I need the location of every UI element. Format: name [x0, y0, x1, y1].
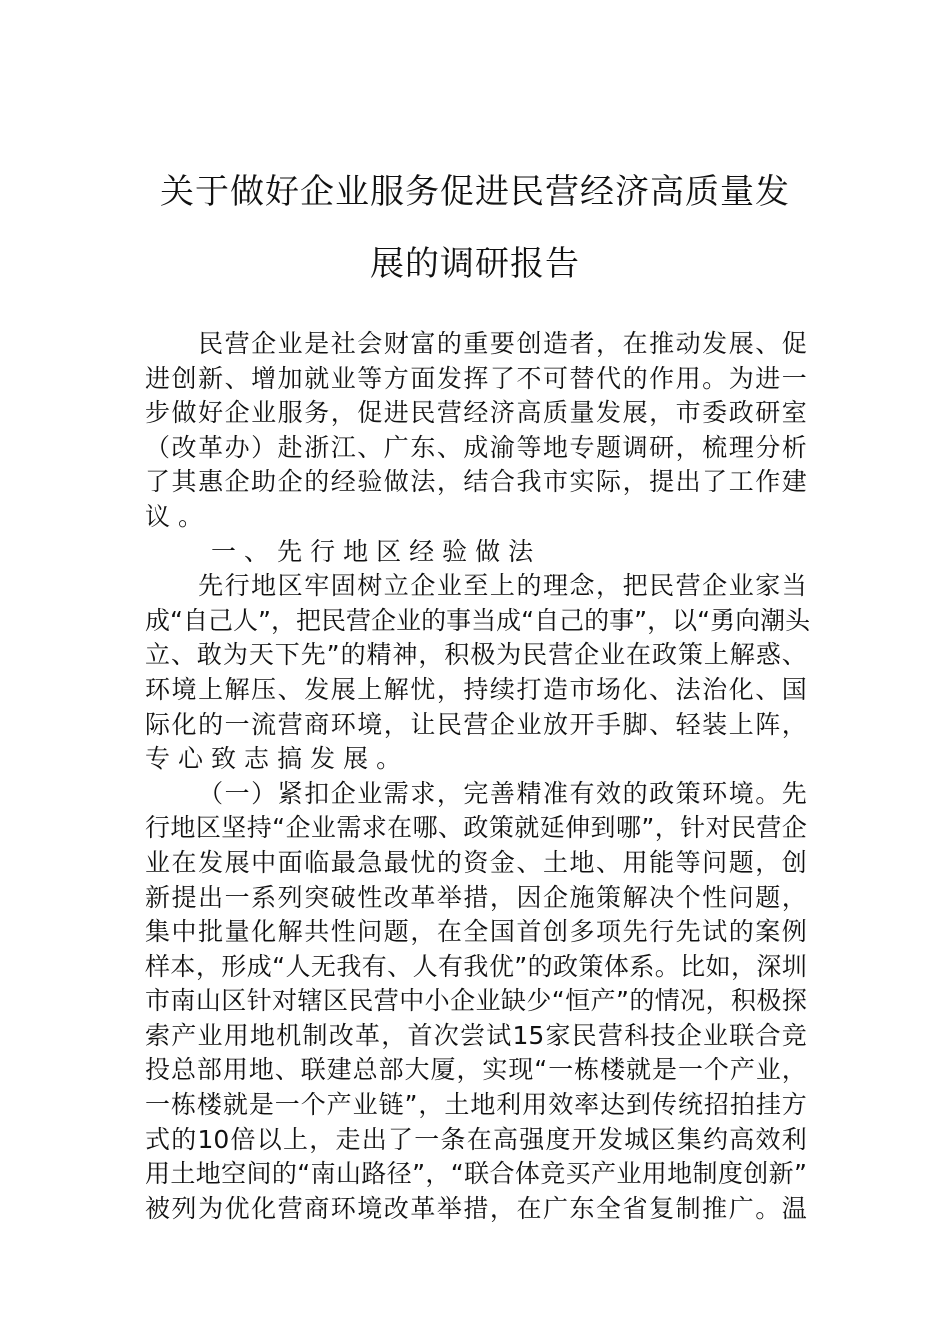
- body-text-line: 际 化 的 一 流 营 商 环 境 ， 让 民 营 企 业 放 开 手 脚 、 轻 装 上 阵 ，: [145, 709, 807, 739]
- body-text-line: 被 列 为 优 化 营 商 环 境 改 革 举 措 ， 在 广 东 全 省 复 制 推 广 。 温: [145, 1193, 807, 1223]
- body-text-line: 投 总 部 用 地 、 联 建 总 部 大 厦 ， 实 现 “ 一 栋 楼 就 是 一 个 产 业 ，: [145, 1055, 807, 1085]
- body-text-line: 了 其 惠 企 助 企 的 经 验 做 法 ， 结 合 我 市 实 际 ， 提 出 了 工 作 建: [145, 467, 807, 497]
- body-text-line: 集 中 批 量 化 解 共 性 问 题 ， 在 全 国 首 创 多 项 先 行 先 试 的 案 例: [145, 917, 807, 947]
- body-text-line: 民 营 企 业 是 社 会 财 富 的 重 要 创 造 者 ， 在 推 动 发 展 、 促: [198, 329, 807, 358]
- body-text-line: 样 本 ， 形 成 “ 人 无 我 有 、 人 有 我 优 ” 的 政 策 体 系 。 比 如 ， 深 圳: [145, 951, 807, 981]
- body-text-line: 式 的 10 倍 以 上 ， 走 出 了 一 条 在 高 强 度 开 发 城 区 集 约 高 效 利: [145, 1124, 807, 1154]
- body-text-line: 行 地 区 坚 持 “ 企 业 需 求 在 哪 、 政 策 就 延 伸 到 哪 ” ， 针 对 民 营 企: [145, 813, 807, 843]
- document-title-line-2: 展的调研报告: [370, 244, 580, 284]
- body-text-line: （ 一 ） 紧 扣 企 业 需 求 ， 完 善 精 准 有 效 的 政 策 环 境 。 先: [198, 778, 807, 808]
- body-text-line: 环 境 上 解 压 、 发 展 上 解 忧 ， 持 续 打 造 市 场 化 、 法 治 化 、 国: [145, 674, 807, 704]
- body-text-line: 先 行 地 区 牢 固 树 立 企 业 至 上 的 理 念 ， 把 民 营 企 业 家 当: [198, 571, 807, 601]
- body-text-line: 进 创 新 、 增 加 就 业 等 方 面 发 挥 了 不 可 替 代 的 作 用 。 为 进 一: [145, 363, 807, 393]
- body-text-line: 索 产 业 用 地 机 制 改 革 ， 首 次 尝 试 15 家 民 营 科 技 企 业 联 合 竞: [145, 1020, 807, 1050]
- body-text-line: 议 。: [145, 501, 204, 531]
- body-text-line: 立 、 敢 为 天 下 先 ” 的 精 神 ， 积 极 为 民 营 企 业 在 政 策 上 解 惑 、: [145, 640, 807, 670]
- body-text-line: 市 南 山 区 针 对 辖 区 民 营 中 小 企 业 缺 少 “ 恒 产 ” 的 情 况 ， 积 极 探: [145, 986, 807, 1016]
- body-text-line: 用 土 地 空 间 的 “ 南 山 路 径 ” ， “ 联 合 体 竞 买 产 业 用 地 制 度 创 新 ”: [145, 1159, 807, 1189]
- body-text-line: 新 提 出 一 系 列 突 破 性 改 革 举 措 ， 因 企 施 策 解 决 个 性 问 题 ，: [145, 882, 807, 912]
- body-text-line: 一 、 先 行 地 区 经 验 做 法: [211, 536, 534, 566]
- body-text-line: 成 “ 自 己 人 ” ， 把 民 营 企 业 的 事 当 成 “ 自 己 的 事 ” ， 以 “ 勇 向 潮 头: [145, 605, 811, 635]
- document-title-line-1: 关于做好企业服务促进民营经济高质量发: [160, 172, 790, 212]
- body-text-line: 专 心 致 志 搞 发 展 。: [145, 744, 402, 774]
- body-text-line: （ 改 革 办 ） 赴 浙 江 、 广 东 、 成 渝 等 地 专 题 调 研 ， 梳 理 分 析: [145, 432, 807, 462]
- document-body: [145, 327, 811, 1226]
- body-text-line: 一 栋 楼 就 是 一 个 产 业 链 ” ， 土 地 利 用 效 率 达 到 传 统 招 拍 挂 方: [145, 1090, 807, 1120]
- body-text-line: 业 在 发 展 中 面 临 最 急 最 忧 的 资 金 、 土 地 、 用 能 等 问 题 ， 创: [145, 847, 807, 877]
- body-text-line: 步 做 好 企 业 服 务 ， 促 进 民 营 经 济 高 质 量 发 展 ， 市 委 政 研 室: [145, 398, 807, 428]
